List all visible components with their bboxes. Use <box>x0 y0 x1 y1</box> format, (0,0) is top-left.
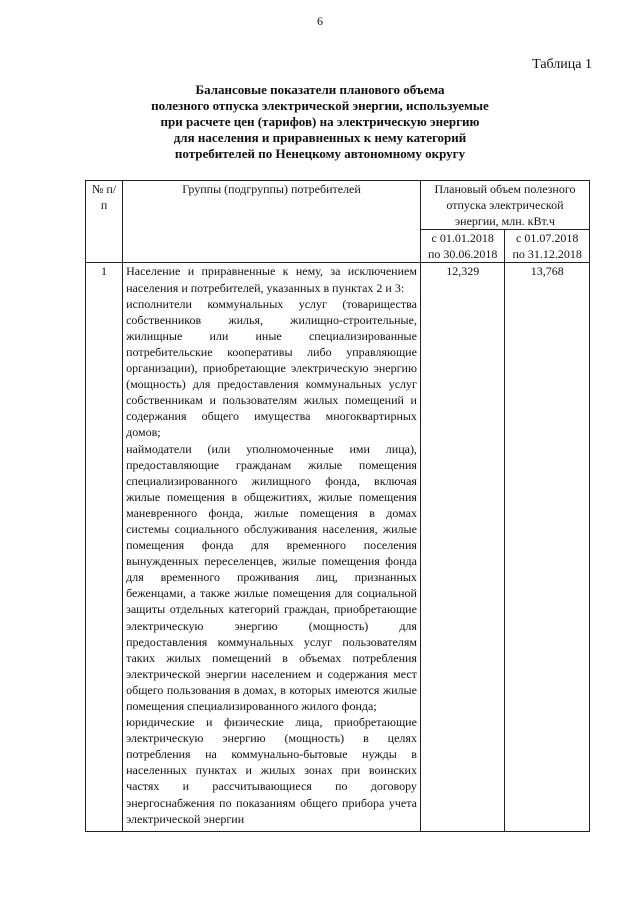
header-period-1: с 01.01.2018 по 30.06.2018 <box>420 230 505 263</box>
description-paragraph: юридические и физические лица, приобретающие электрическую энергию (мощность) в целях потребления на коммунально-бытовые нужды в населенных пунктах и жилых зонах при воинских частях и рассчитывающиеся по договору энергоснабжения по показаниям общего прибора учета электрической энергии <box>126 715 417 826</box>
title-line: полезного отпуска электрической энергии, используемые <box>151 98 489 113</box>
title-line: Балансовые показатели планового объема <box>195 82 445 97</box>
header-period-2: с 01.07.2018 по 31.12.2018 <box>505 230 590 263</box>
title-line: для населения и приравненных к нему категорий <box>173 130 467 145</box>
document-title <box>120 82 520 162</box>
header-num: № п/п <box>86 181 123 263</box>
header-volume: Плановый объем полезного отпуска электрической энергии, млн. кВт.ч <box>420 181 589 230</box>
header-groups: Группы (подгруппы) потребителей <box>123 181 421 263</box>
description-paragraph: исполнители коммунальных услуг (товарищества собственников жилья, жилищно-строительные, жилищные или иные специализированные потребительские кооперативы либо управляющие организации), приобретающие электрическую энергию (мощность) для предоставления коммунальных услуг собственникам и пользователям жилых помещений и содержания общего имущества многоквартирных домов; <box>126 296 417 440</box>
row-description <box>123 263 421 832</box>
title-line: потребителей по Ненецкому автономному округу <box>174 146 466 161</box>
row-number: 1 <box>86 263 123 832</box>
table-caption: Таблица 1 <box>532 57 592 72</box>
table-row <box>86 263 590 832</box>
value-period-1: 12,329 <box>420 263 505 832</box>
description-paragraph: наймодатели (или уполномоченные ими лица), предоставляющие гражданам жилые помещения специализированного жилищного фонда, включая жилые помещения в общежитиях, жилые помещения маневренного фонда, жилые помещения в домах системы социального обслуживания населения, жилые помещения фонда для временного поселения вынужденных переселенцев, жилые помещения фонда для временного проживания лиц, признанных беженцами, а также жилые помещения для социальной защиты отдельных категорий граждан, приобретающие электрическую энергию (мощность) для предоставления коммунальных услуг пользователям таких жилых помещений в объемах потребления электрической энергии населением и содержания мест общего пользования в домах, в которых имеются жилые помещения специализированного жилого фонда; <box>126 441 417 713</box>
page-number: 6 <box>317 14 323 28</box>
value-period-2: 13,768 <box>505 263 590 832</box>
title-line: при расчете цен (тарифов) на электрическую энергию <box>160 114 480 129</box>
description-paragraph: Население и приравненные к нему, за исключением населения и потребителей, указанных в пунктах 2 и 3: <box>126 264 417 295</box>
balance-table <box>85 180 590 832</box>
